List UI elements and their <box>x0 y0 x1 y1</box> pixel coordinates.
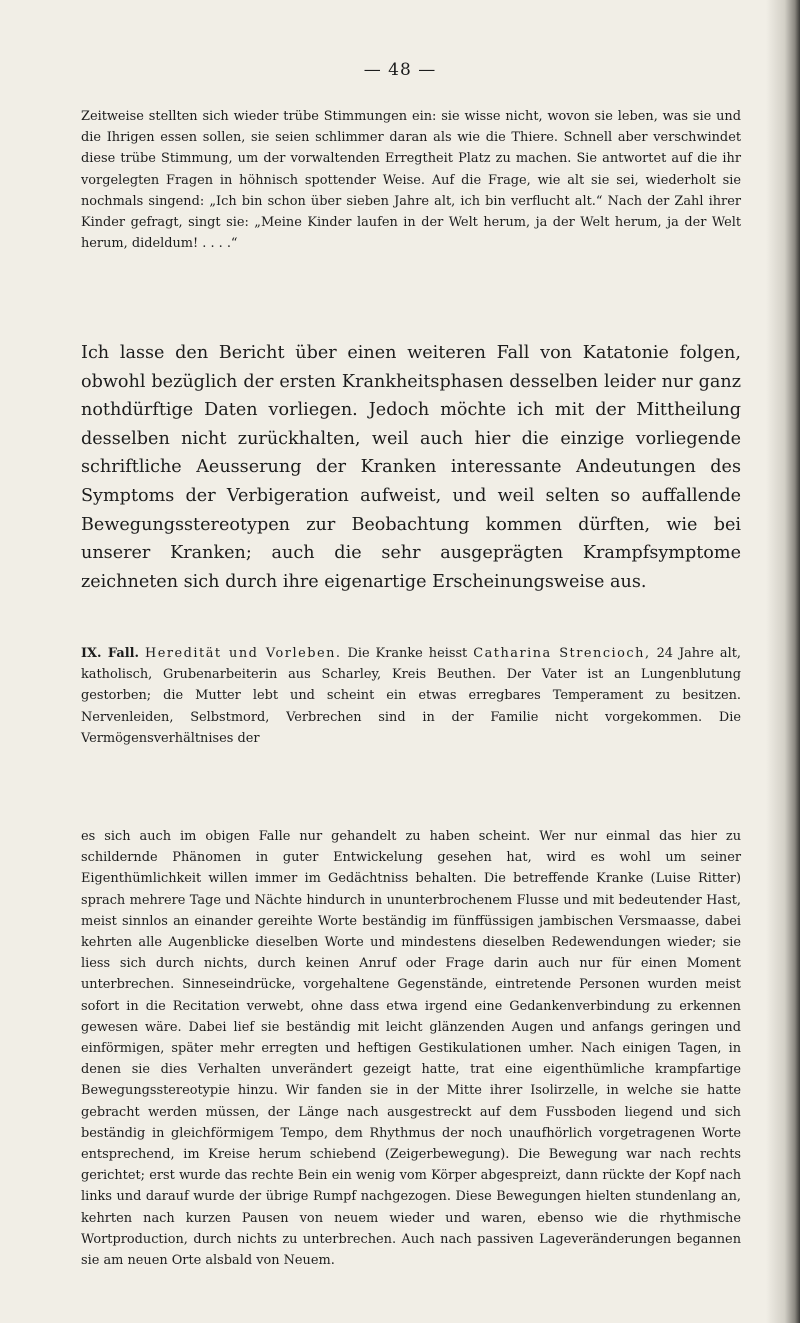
case-text-lead: Die Kranke heisst <box>347 646 468 661</box>
page-number: — 48 — <box>363 60 437 80</box>
paragraph-verbigeration-episode: Zeitweise stellten sich wieder trübe Stimmungen ein: sie wisse nicht, wovon sie leben, was sie und die Ihrigen essen sollen, sie seien schlimmer daran als wie die Thiere. Schnell aber verschwindet diese trübe Stimmung, um der vorwaltenden Erregtheit Platz zu machen. Sie antwortet auf die ihr vorgelegten Fragen in höhnisch spottender Weise. Auf die Frage, wie alt sie sei, wiederholt sie nochmals singend: „Ich bin schon über sieben Jahre alt, ich bin verflucht alt.“ Nach der Zahl ihrer Kinder gefragt, singt sie: „Meine Kinder laufen in der Welt herum, ja der Welt herum, ja der Welt herum, dideldum! . . . .“ <box>81 109 741 252</box>
case-text-body: 24 Jahre alt, katholisch, Grubenarbeiterin aus Scharley, Kreis Beuthen. Der Vater ist an Lungenblutung gestorben; die Mutter lebt und scheint ein etwas erregbares Temperament zu besitzen. Nervenleiden, Selbstmord, Verbrechen sind in der Familie nicht vorgekommen. Die Vermögensverhältnises der <box>81 646 741 746</box>
paragraph-case-ix-heredity <box>81 643 741 749</box>
paragraph-case-introduction: Ich lasse den Bericht über einen weiteren Fall von Katatonie folgen, obwohl bezüglich der ersten Krankheitsphasen desselben leider nur ganz nothdürftige Daten vorliegen. Jedoch möchte ich mit der Mittheilung desselben nicht zurückhalten, weil auch hier die einzige vorliegende schriftliche Aeusserung der Kranken interessante Andeutungen des Symptoms der Verbigeration aufweist, und weil selten so auffallende Bewegungsstereotypen zur Beobachtung kommen dürften, wie bei unserer Kranken; auch die sehr ausgeprägten Krampfsymptome zeichneten sich durch ihre eigenartige Erscheinungsweise aus. <box>81 343 741 592</box>
section-heading: Heredität und Vorleben. <box>144 646 342 661</box>
patient-name: Catharina Strencioch, <box>473 646 651 661</box>
case-label: IX. Fall. <box>81 646 139 661</box>
footnote-paragraph: es sich auch im obigen Falle nur gehandelt zu haben scheint. Wer nur einmal das hier zu schildernde Phänomen in guter Entwickelung gesehen hat, wird es wohl um seiner Eigenthümlichkeit willen immer im Gedächtniss behalten. Die betreffende Kranke (Luise Ritter) sprach mehrere Tage und Nächte hindurch in ununterbrochenem Flusse und mit bedeutender Hast, meist sinnlos an einander gereihte Worte beständig im fünffüssigen jambischen Versmaasse, dabei kehrten alle Augenblicke dieselben Worte und mindestens dieselben Redewendungen wieder; sie liess sich durch nichts, durch keinen Anruf oder Frage darin auch nur für einen Moment unterbrechen. Sinneseindrücke, vorgehaltene Gegenstände, eintretende Personen wurden meist sofort in die Recitation verwebt, ohne dass etwa irgend eine Gedankenverbindung zu erkennen gewesen wäre. Dabei lief sie beständig mit leicht glänzenden Augen und anfangs geringen und einförmigen, später mehr erregten und heftigen Gestikulationen umher. Nach einigen Tagen, in denen sie dies Verhalten unverändert gezeigt hatte, trat eine eigenthümliche krampfartige Bewegungsstereotypie hinzu. Wir fanden sie in der Mitte ihrer Isolirzelle, in welche sie hatte gebracht werden müssen, der Länge nach ausgestreckt auf dem Fussboden liegend und sich beständig in gleichförmigem Tempo, dem Rhythmus der noch unaufhörlich vorgetragenen Worte entsprechend, im Kreise herum schiebend (Zeigerbewegung). Die Bewegung war nach rechts gerichtet; erst wurde das rechte Bein ein wenig vom Körper abgespreizt, dann rückte der Kopf nach links und darauf wurde der übrige Rumpf nachgezogen. Diese Bewegungen hielten stundenlang an, kehrten nach kurzen Pausen von neuem wieder und waren, ebenso wie die rhythmische Wortproduction, durch nichts zu unterbrechen. Auch nach passiven Lageveränderungen begannen sie am neuen Orte alsbald von Neuem. <box>81 829 741 1269</box>
page-edge-shadow <box>766 0 800 1323</box>
